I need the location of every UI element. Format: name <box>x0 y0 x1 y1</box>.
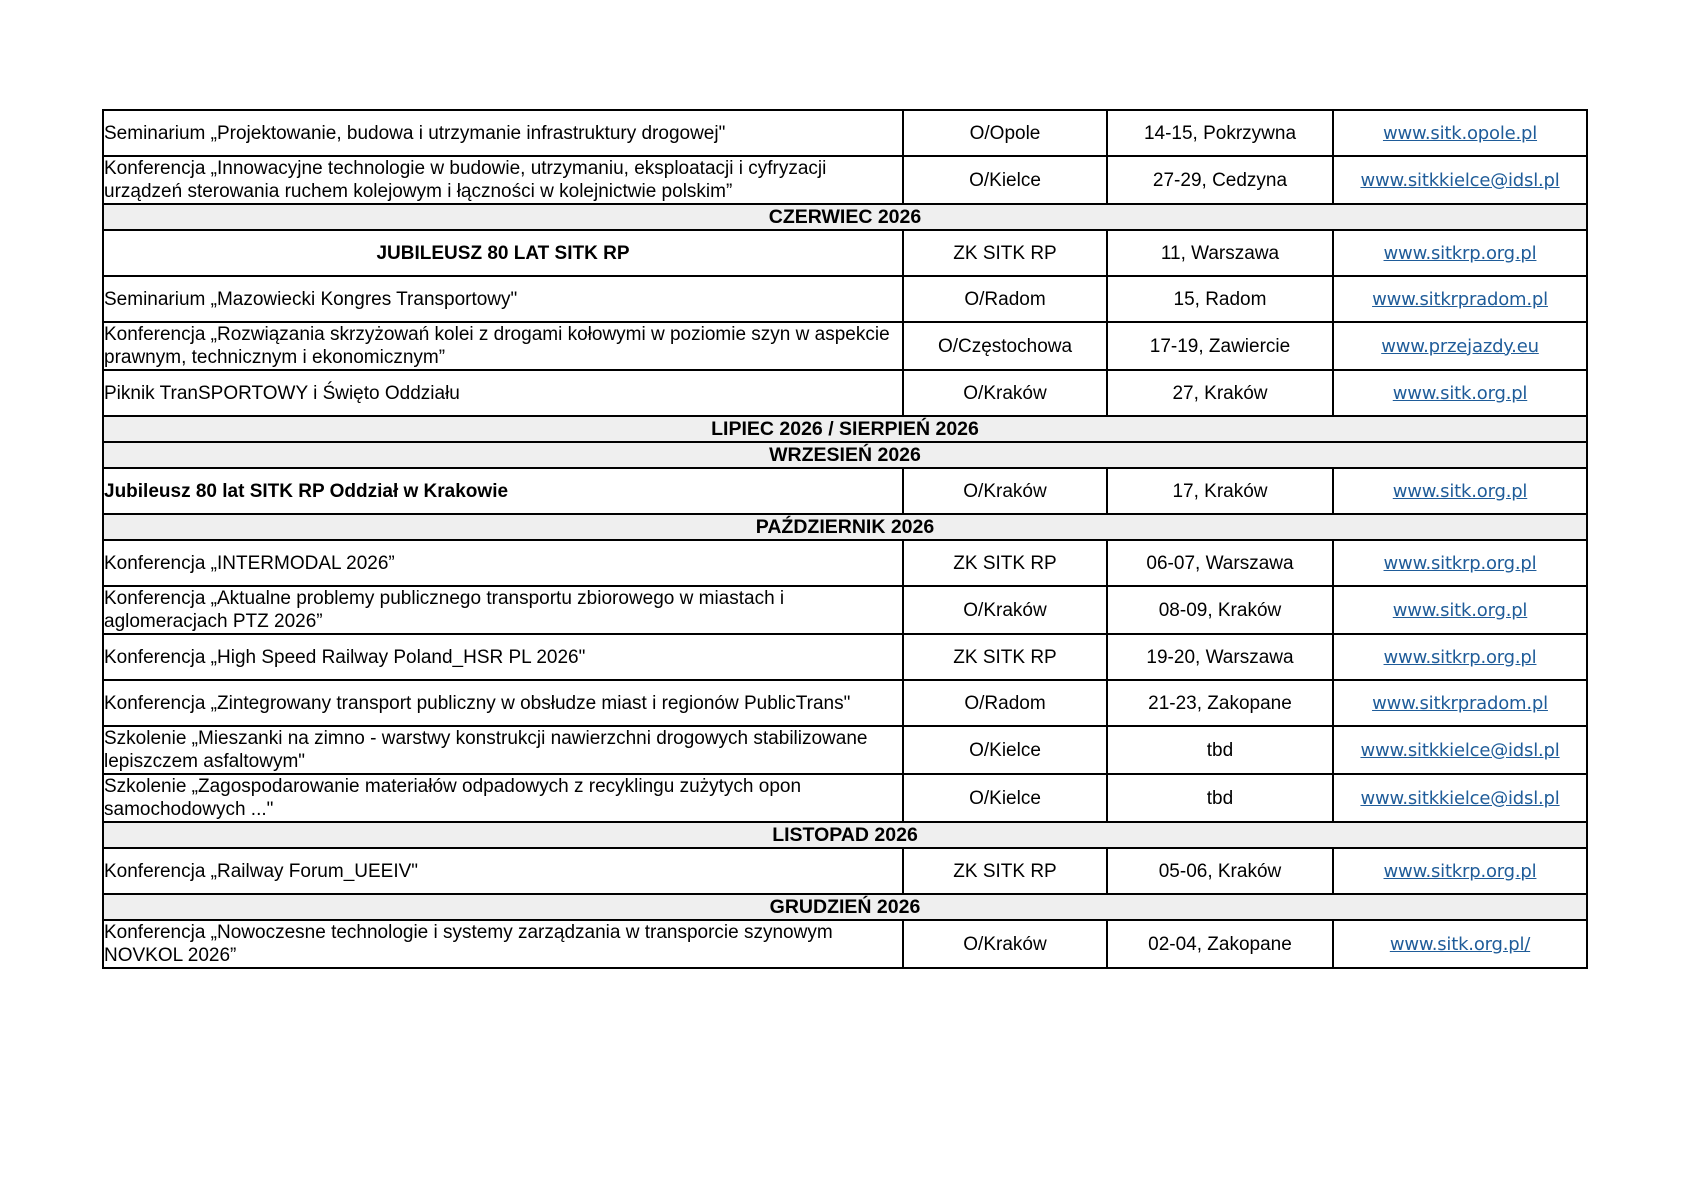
event-link-cell <box>1333 370 1587 416</box>
event-link-cell <box>1333 468 1587 514</box>
month-header: LIPIEC 2026 / SIERPIEŃ 2026 <box>103 416 1587 442</box>
month-header-row <box>103 416 1587 442</box>
event-name: Seminarium „Mazowiecki Kongres Transportowy" <box>103 276 903 322</box>
event-organizer: O/Kielce <box>903 726 1107 774</box>
month-header-row <box>103 894 1587 920</box>
event-organizer: ZK SITK RP <box>903 848 1107 894</box>
month-header-row <box>103 204 1587 230</box>
event-name: Konferencja „Innowacyjne technologie w budowie, utrzymaniu, eksploatacji i cyfryzacji urządzeń sterowania ruchem kolejowym i łączności w kolejnictwie polskim” <box>103 156 903 204</box>
event-date-location: tbd <box>1107 726 1333 774</box>
event-link-cell <box>1333 276 1587 322</box>
event-name: Konferencja „Zintegrowany transport publiczny w obsłudze miast i regionów PublicTrans" <box>103 680 903 726</box>
event-row <box>103 156 1587 204</box>
event-row <box>103 920 1587 968</box>
event-date-location: tbd <box>1107 774 1333 822</box>
event-website-link[interactable]: www.sitkkielce@idsl.pl <box>1360 169 1560 191</box>
event-organizer: O/Kraków <box>903 920 1107 968</box>
event-link-cell <box>1333 634 1587 680</box>
month-header-row <box>103 822 1587 848</box>
month-header: WRZESIEŃ 2026 <box>103 442 1587 468</box>
event-date-location: 06-07, Warszawa <box>1107 540 1333 586</box>
event-website-link[interactable]: www.sitk.opole.pl <box>1382 122 1538 144</box>
event-row <box>103 322 1587 370</box>
event-name: Konferencja „INTERMODAL 2026” <box>103 540 903 586</box>
event-organizer: ZK SITK RP <box>903 540 1107 586</box>
event-website-link[interactable]: www.sitkrpradom.pl <box>1372 692 1548 714</box>
event-organizer: O/Kielce <box>903 774 1107 822</box>
event-link-cell <box>1333 230 1587 276</box>
event-website-link[interactable]: www.sitkrp.org.pl <box>1383 860 1537 882</box>
event-link-cell <box>1333 586 1587 634</box>
event-row <box>103 774 1587 822</box>
event-link-cell <box>1333 110 1587 156</box>
event-name: Szkolenie „Zagospodarowanie materiałów odpadowych z recyklingu zużytych opon samochodowych ..." <box>103 774 903 822</box>
month-header: GRUDZIEŃ 2026 <box>103 894 1587 920</box>
event-website-link[interactable]: www.sitk.org.pl <box>1392 382 1528 404</box>
event-name: Jubileusz 80 lat SITK RP Oddział w Krakowie <box>103 468 903 514</box>
event-name: Konferencja „Rozwiązania skrzyżowań kolei z drogami kołowymi w poziomie szyn w aspekcie prawnym, technicznym i ekonomicznym” <box>103 322 903 370</box>
event-organizer: O/Kielce <box>903 156 1107 204</box>
event-name: Konferencja „Aktualne problemy publicznego transportu zbiorowego w miastach i aglomeracjach PTZ 2026” <box>103 586 903 634</box>
event-name: Seminarium „Projektowanie, budowa i utrzymanie infrastruktury drogowej" <box>103 110 903 156</box>
event-website-link[interactable]: www.sitk.org.pl/ <box>1389 933 1531 955</box>
event-link-cell <box>1333 680 1587 726</box>
event-row <box>103 110 1587 156</box>
event-website-link[interactable]: www.sitk.org.pl <box>1392 480 1528 502</box>
event-row <box>103 586 1587 634</box>
event-date-location: 27-29, Cedzyna <box>1107 156 1333 204</box>
event-row <box>103 230 1587 276</box>
event-link-cell <box>1333 848 1587 894</box>
event-link-cell <box>1333 156 1587 204</box>
event-organizer: ZK SITK RP <box>903 634 1107 680</box>
event-date-location: 17, Kraków <box>1107 468 1333 514</box>
event-row <box>103 276 1587 322</box>
event-row <box>103 468 1587 514</box>
event-name: Konferencja „Railway Forum_UEEIV" <box>103 848 903 894</box>
event-organizer: O/Kraków <box>903 586 1107 634</box>
event-organizer: O/Radom <box>903 680 1107 726</box>
event-name: Szkolenie „Mieszanki na zimno - warstwy konstrukcji nawierzchni drogowych stabilizowane lepiszczem asfaltowym" <box>103 726 903 774</box>
event-link-cell <box>1333 774 1587 822</box>
event-organizer: O/Opole <box>903 110 1107 156</box>
event-name: Konferencja „Nowoczesne technologie i systemy zarządzania w transporcie szynowym NOVKOL 2026” <box>103 920 903 968</box>
event-row <box>103 848 1587 894</box>
event-website-link[interactable]: www.sitkkielce@idsl.pl <box>1360 787 1560 809</box>
month-header-row <box>103 514 1587 540</box>
month-header: CZERWIEC 2026 <box>103 204 1587 230</box>
event-row <box>103 726 1587 774</box>
event-website-link[interactable]: www.sitkkielce@idsl.pl <box>1360 739 1560 761</box>
event-website-link[interactable]: www.sitkrp.org.pl <box>1383 646 1537 668</box>
event-organizer: O/Radom <box>903 276 1107 322</box>
event-row <box>103 680 1587 726</box>
event-date-location: 21-23, Zakopane <box>1107 680 1333 726</box>
event-date-location: 02-04, Zakopane <box>1107 920 1333 968</box>
event-website-link[interactable]: www.sitkrpradom.pl <box>1372 288 1548 310</box>
event-date-location: 14-15, Pokrzywna <box>1107 110 1333 156</box>
event-organizer: ZK SITK RP <box>903 230 1107 276</box>
event-name: Konferencja „High Speed Railway Poland_HSR PL 2026" <box>103 634 903 680</box>
event-name: JUBILEUSZ 80 LAT SITK RP <box>103 230 903 276</box>
event-website-link[interactable]: www.sitk.org.pl <box>1392 599 1528 621</box>
event-date-location: 17-19, Zawiercie <box>1107 322 1333 370</box>
event-date-location: 05-06, Kraków <box>1107 848 1333 894</box>
event-organizer: O/Częstochowa <box>903 322 1107 370</box>
event-organizer: O/Kraków <box>903 468 1107 514</box>
month-header: PAŹDZIERNIK 2026 <box>103 514 1587 540</box>
event-date-location: 15, Radom <box>1107 276 1333 322</box>
event-link-cell <box>1333 726 1587 774</box>
event-row <box>103 370 1587 416</box>
month-header-row <box>103 442 1587 468</box>
event-link-cell <box>1333 540 1587 586</box>
event-website-link[interactable]: www.przejazdy.eu <box>1381 335 1539 357</box>
event-row <box>103 540 1587 586</box>
event-organizer: O/Kraków <box>903 370 1107 416</box>
event-row <box>103 634 1587 680</box>
event-date-location: 19-20, Warszawa <box>1107 634 1333 680</box>
event-website-link[interactable]: www.sitkrp.org.pl <box>1383 552 1537 574</box>
events-table-body <box>103 110 1587 968</box>
event-date-location: 08-09, Kraków <box>1107 586 1333 634</box>
event-link-cell <box>1333 322 1587 370</box>
event-date-location: 11, Warszawa <box>1107 230 1333 276</box>
event-website-link[interactable]: www.sitkrp.org.pl <box>1383 242 1537 264</box>
event-link-cell <box>1333 920 1587 968</box>
event-date-location: 27, Kraków <box>1107 370 1333 416</box>
event-name: Piknik TranSPORTOWY i Święto Oddziału <box>103 370 903 416</box>
month-header: LISTOPAD 2026 <box>103 822 1587 848</box>
events-table <box>102 109 1588 969</box>
